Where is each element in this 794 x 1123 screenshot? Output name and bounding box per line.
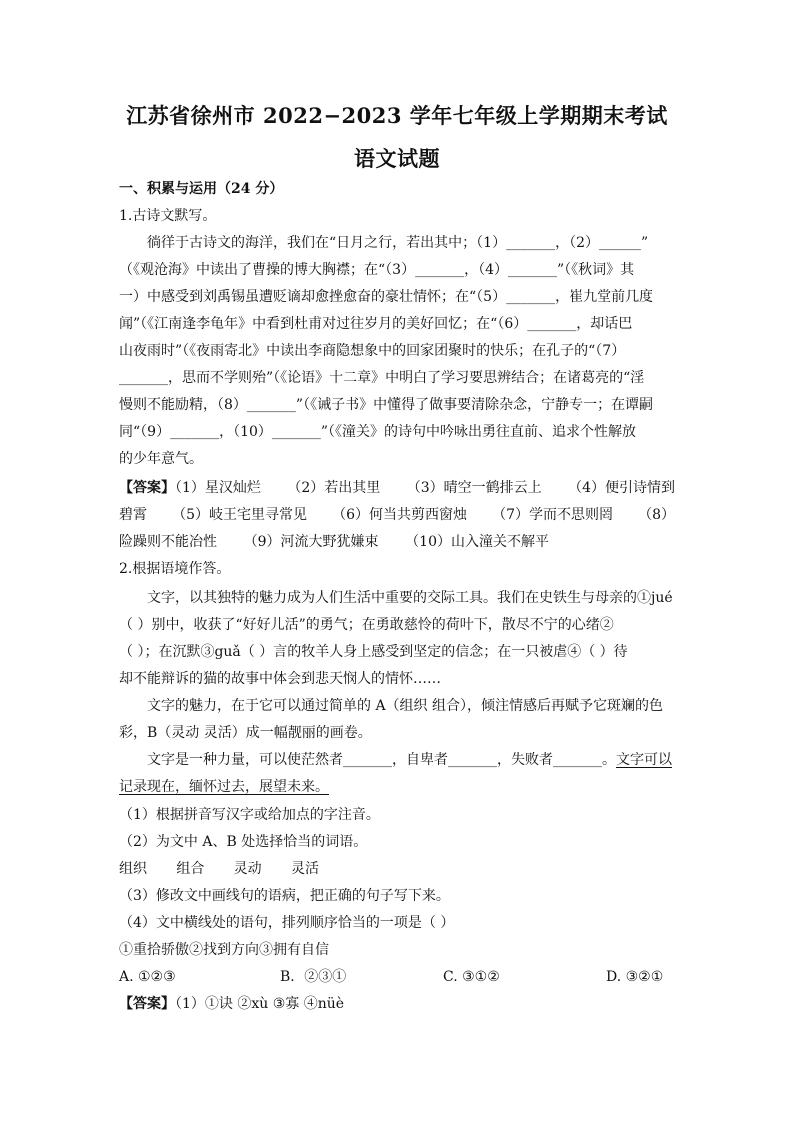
q1-text-line: 闻”（《江南逢李龟年》中看到杜甫对过往岁月的美好回忆；在“（6）_______，却话巴 [119,316,633,332]
q2-subquestion: （1）根据拼音写汉字或给加点的字注音。 [119,807,380,823]
page-subtitle: 语文试题 [354,146,440,171]
page-title: 江苏省徐州市 2022−2023 学年七年级上学期期末考试 [126,103,668,128]
q2-text-line: 却不能辩诉的猫的故事中体会到悲天悯人的情怀…… [119,671,441,687]
option-a: A. ①②③ [119,969,176,985]
q2-text-line: 文字，以其独特的魅力成为人们生活中重要的交际工具。我们在史铁生与母亲的①jué [147,590,673,606]
answer-item: （8） [638,507,675,523]
underlined-sentence: 记录现在，缅怀过去，展望未来。 [119,779,329,795]
answer-item: （1）①诀 ②xù ③寡 ④nüè [175,996,345,1012]
q2-items: ①重拾骄傲②找到方向③拥有自信 [119,942,329,958]
q1-text-line: 徜徉于古诗文的海洋，我们在“日月之行，若出其中；（1）_______，（2）______” [147,235,649,251]
section-heading: 一、积累与运用（24 分） [119,181,284,197]
q1-text-line: 的少年意气。 [119,451,203,467]
q1-text-line: 同“（9）_______，（10）_______”（《潼关》的诗句中吟咏出勇往直前、追求个性解放 [119,424,637,440]
q1-text-line: 一）中感受到刘禹锡虽遭贬谪却愈挫愈奋的豪壮情怀；在“（5）_______，崔九堂前几度 [119,289,654,305]
answer-item: （4）便引诗情到 [568,480,675,496]
q1-text-line: 慢则不能励精，（8）_______”（《诫子书》中懂得了做事要清除杂念，宁静专一；在谭嗣 [119,397,654,413]
answer-item: （2）若出其里 [287,480,381,496]
question-2-stem: 2.根据语境作答。 [119,561,231,577]
answer-item: 碧霄 [119,507,147,523]
q2-text-line [119,777,675,797]
word-choice: 灵活 [290,861,319,877]
q2-answer-line [119,994,675,1014]
q2-subquestion: （2）为文中 A、B 处选择恰当的词语。 [119,834,368,850]
underlined-sentence: 文字可以 [616,752,672,768]
word-choice: 组合 [176,861,205,877]
q2-subquestion: （4）文中横线处的语句，排列顺序恰当的一项是（ ） [119,915,455,931]
q2-text-line: （ ）别中，收获了“好好儿活”的勇气；在勇敢慈怜的荷叶下，散尽不宁的心绪② [119,617,614,633]
answer-item: （1）星汉灿烂 [175,480,261,496]
q1-text-line: _______，思而不学则殆”（《论语》十二章》中明白了学习要思辨结合；在诸葛亮的“淫 [119,370,645,386]
question-1-stem: 1.古诗文默写。 [119,208,217,224]
answer-item: （6）何当共剪西窗烛 [332,507,467,523]
option-b: B．②③① [280,969,347,985]
answer-item: （5）岐王宅里寻常见 [172,507,307,523]
q1-answer-line [119,532,549,552]
q2-text-line: 彩，B（灵动 灵活）成一幅靓丽的画卷。 [119,725,372,741]
answer-item: 险躁则不能冶性 [119,534,217,550]
word-choice: 组织 [119,861,147,877]
q1-answer-line [119,505,675,525]
answer-item: （3）晴空一鹤排云上 [406,480,542,496]
q2-subquestion: （3）修改文中画线句的语病，把正确的句子写下来。 [119,888,450,904]
q2-text-line [147,750,675,770]
answer-label: 【答案】 [119,480,175,496]
q2-blank-sentence: 文字是一种力量，可以使茫然者_______，自卑者_______，失败者_______。 [147,752,616,768]
option-c: C. ③①② [443,969,500,985]
answer-item: （7）学而不思则罔 [492,507,613,523]
word-choices [119,859,319,879]
word-choice: 灵动 [233,861,262,877]
answer-label: 【答案】 [119,996,175,1012]
q1-answer-line [119,478,675,498]
answer-item: （10）山入潼关不解平 [405,534,549,550]
q2-text-line: 文字的魅力，在于它可以通过简单的 A（组织 组合），倾注情感后再赋予它斑斓的色 [147,698,664,714]
answer-item: （9）河流大野犹嫌束 [243,534,379,550]
q2-text-line: （ ）；在沉默③guǎ（ ）言的牧羊人身上感受到坚定的信念；在一只被虐④（ ）待 [119,644,628,660]
q1-text-line: （《观沧海》中读出了曹操的博大胸襟；在“（3）_______，（4）_______”（《秋词》其 [119,262,635,278]
q1-text-line: 山夜雨时”（《夜雨寄北》中读出李商隐想象中的回家团聚时的快乐；在孔子的“（7） [119,343,626,359]
option-d: D. ③②① [606,969,664,985]
